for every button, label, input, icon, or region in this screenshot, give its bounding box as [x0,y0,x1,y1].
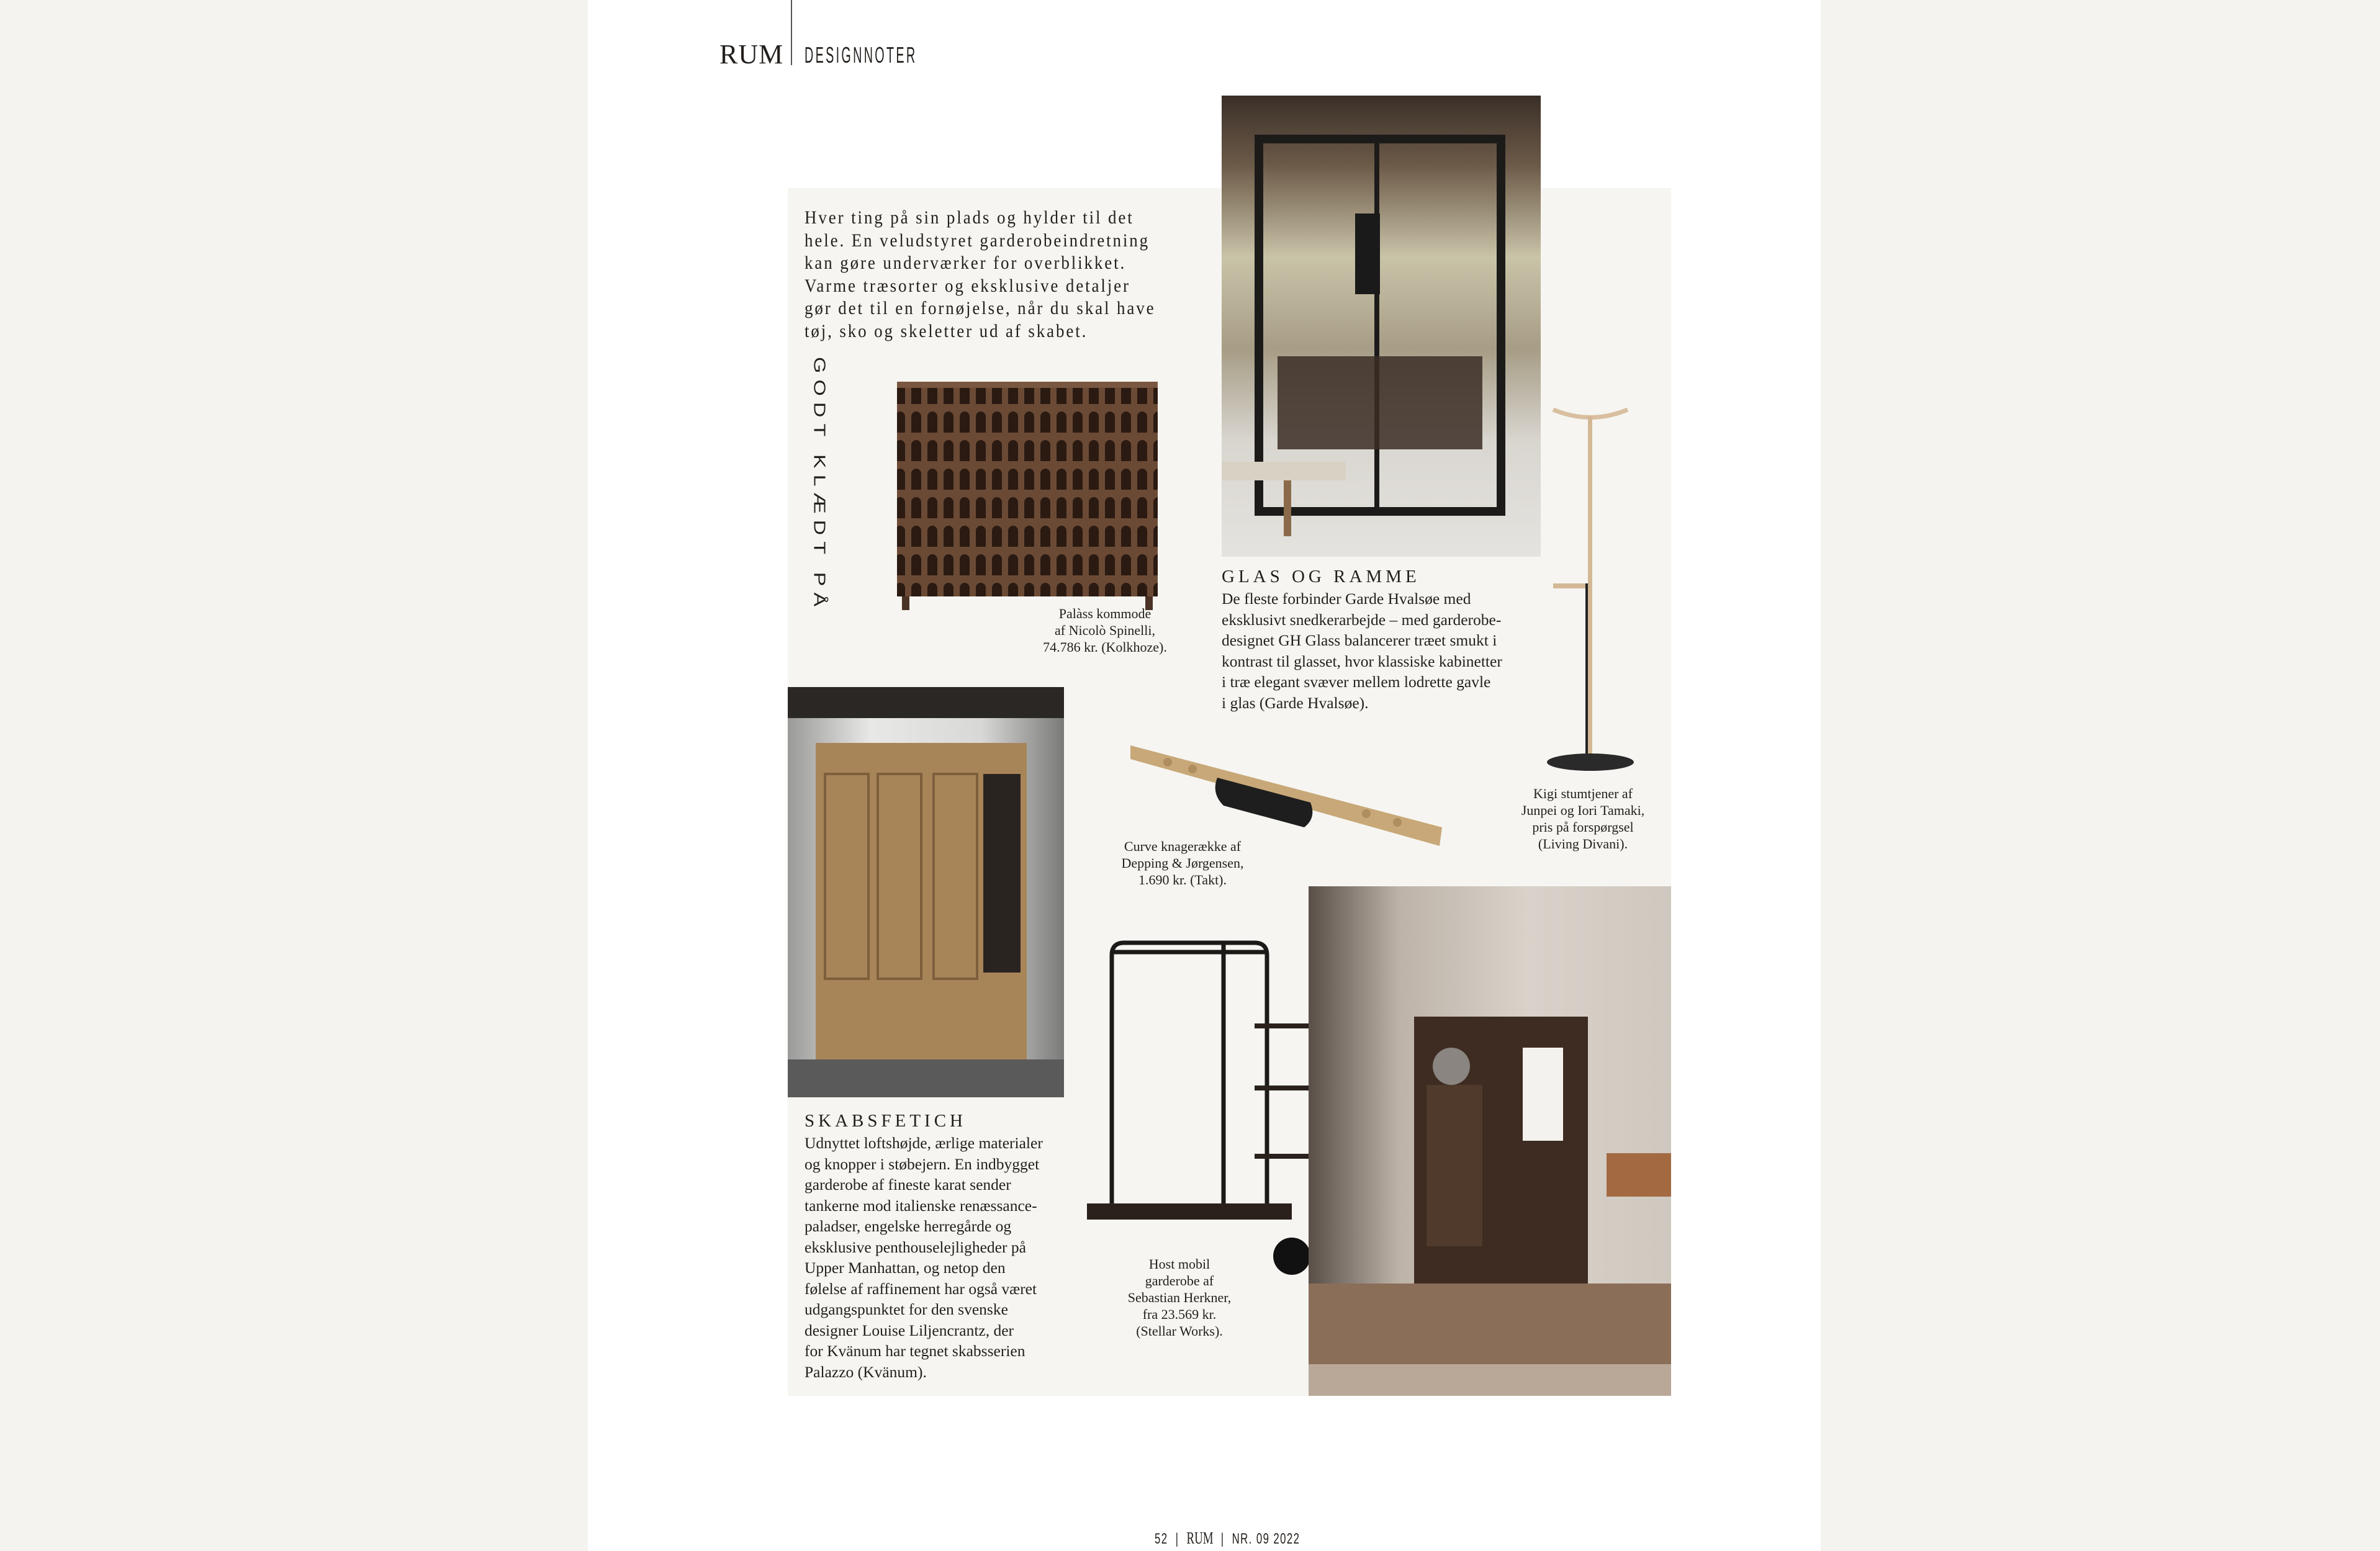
footer-brand: RUM [1186,1529,1214,1547]
section-title: DESIGNNOTER [805,42,917,68]
kommode-image [892,379,1164,611]
kigi-stand-image [1541,397,1639,774]
skab-heading: SKABSFETICH [805,1111,967,1131]
glas-body: De fleste forbinder Garde Hvalsøe med eksklusivt snedkerarbejde – med garderobe- designet GH Glass balancerer træet smukt i kontrast til glasset, hvor klassiske kabinetter i træ elegant svæver mellem lodrette gavle i glas (Garde Hvalsøe). [1222,590,1502,712]
header-divider [791,0,792,65]
intro-text: Hver ting på sin plads og hylder til det hele. En veludstyret garderobeindretning kan gøre underværker for overblikket. Varme træsorter og eksklusive detaljer gør det til en fornøjelse, når du skal have tøj, sko og skeletter ud af skabet. [805,207,1156,341]
glas-wardrobe-image [1222,96,1541,557]
page-footer: 52 | RUM | NR. 09 2022 [1155,1529,1300,1547]
curve-caption: Curve knagerække af Depping & Jørgensen, 1.690 kr. (Takt). [1121,838,1244,888]
skab-body: Udnyttet loftshøjde, ærlige materialer og knopper i støbejern. En indbygget garderobe af fineste karat sender tankerne mod italienske renæssance- paladser, engelske herregårde og eksklusive penthouselejligheder på Upper Manhattan, og netop den følelse af raffinement har også været udgangspunktet for den svenske designer Louise Liljencrantz, der for Kvänum har tegnet skabsserien Palazzo (Kvänum). [805,1134,1043,1381]
host-caption: Host mobil garderobe af Sebastian Herkner, fra 23.569 kr. (Stellar Works). [1127,1256,1232,1339]
curve-rack-image [1130,740,1442,853]
brand-logo: RUM [719,39,784,70]
kommode-caption: Palàss kommode af Nicolò Spinelli, 74.786 kr. (Kolkhoze). [1043,606,1167,655]
kigi-caption: Kigi stumtjener af Junpei og Iori Tamaki, pris på forspørgsel (Living Divani). [1521,786,1645,852]
issue-number: NR. 09 2022 [1232,1531,1300,1547]
glas-heading: GLAS OG RAMME [1222,567,1420,587]
skab-photo [788,687,1064,1097]
page-number: 52 [1155,1531,1168,1547]
room-photo [1309,886,1671,1396]
feature-title: GODT KLÆDT PÅ [810,357,829,613]
